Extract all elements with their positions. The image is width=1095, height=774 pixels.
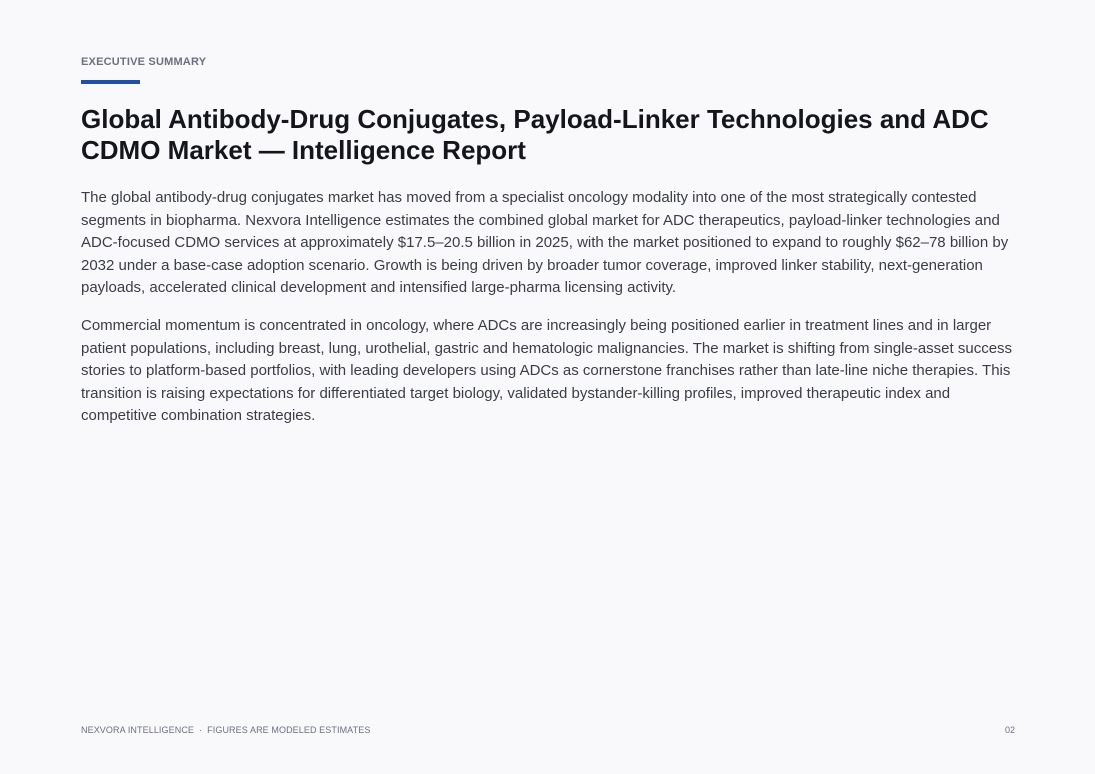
- summary-body: [81, 187, 1015, 443]
- footer-disclaimer: FIGURES ARE MODELED ESTIMATES: [207, 725, 371, 735]
- page-title: Global Antibody-Drug Conjugates, Payload-Linker Technologies and ADC CDMO Market — Intelligence Report: [81, 104, 989, 165]
- summary-paragraph-1: The global antibody-drug conjugates market has moved from a specialist oncology modality into one of the most strategically contested segments in biopharma. Nexvora Intelligence estimates the combined global market for ADC therapeutics, payload-linker technologies and ADC-focused CDMO services at approximately $17.5–20.5 billion in 2025, with the market positioned to expand to roughly $62–78 billion by 2032 under a base-case adoption scenario. Growth is being driven by broader tumor coverage, improved linker stability, next-generation payloads, accelerated clinical development and intensified large-pharma licensing activity.: [81, 189, 1009, 297]
- footer-brand: NEXVORA INTELLIGENCE: [81, 725, 195, 735]
- footer-note: [81, 725, 370, 735]
- footer-separator: ·: [199, 725, 203, 735]
- section-label: EXECUTIVE SUMMARY: [81, 56, 207, 68]
- accent-rule: [81, 80, 140, 84]
- page-number: 02: [1004, 725, 1015, 735]
- summary-paragraph-2: Commercial momentum is concentrated in oncology, where ADCs are increasingly being positioned earlier in treatment lines and in larger patient populations, including breast, lung, urothelial, gastric and hematologic malignancies. The market is shifting from single-asset success stories to platform-based portfolios, with leading developers using ADCs as cornerstone franchises rather than late-line niche therapies. This transition is raising expectations for differentiated target biology, validated bystander-killing profiles, improved therapeutic index and competitive combination strategies.: [81, 316, 1013, 425]
- report-page: [81, 0, 1015, 774]
